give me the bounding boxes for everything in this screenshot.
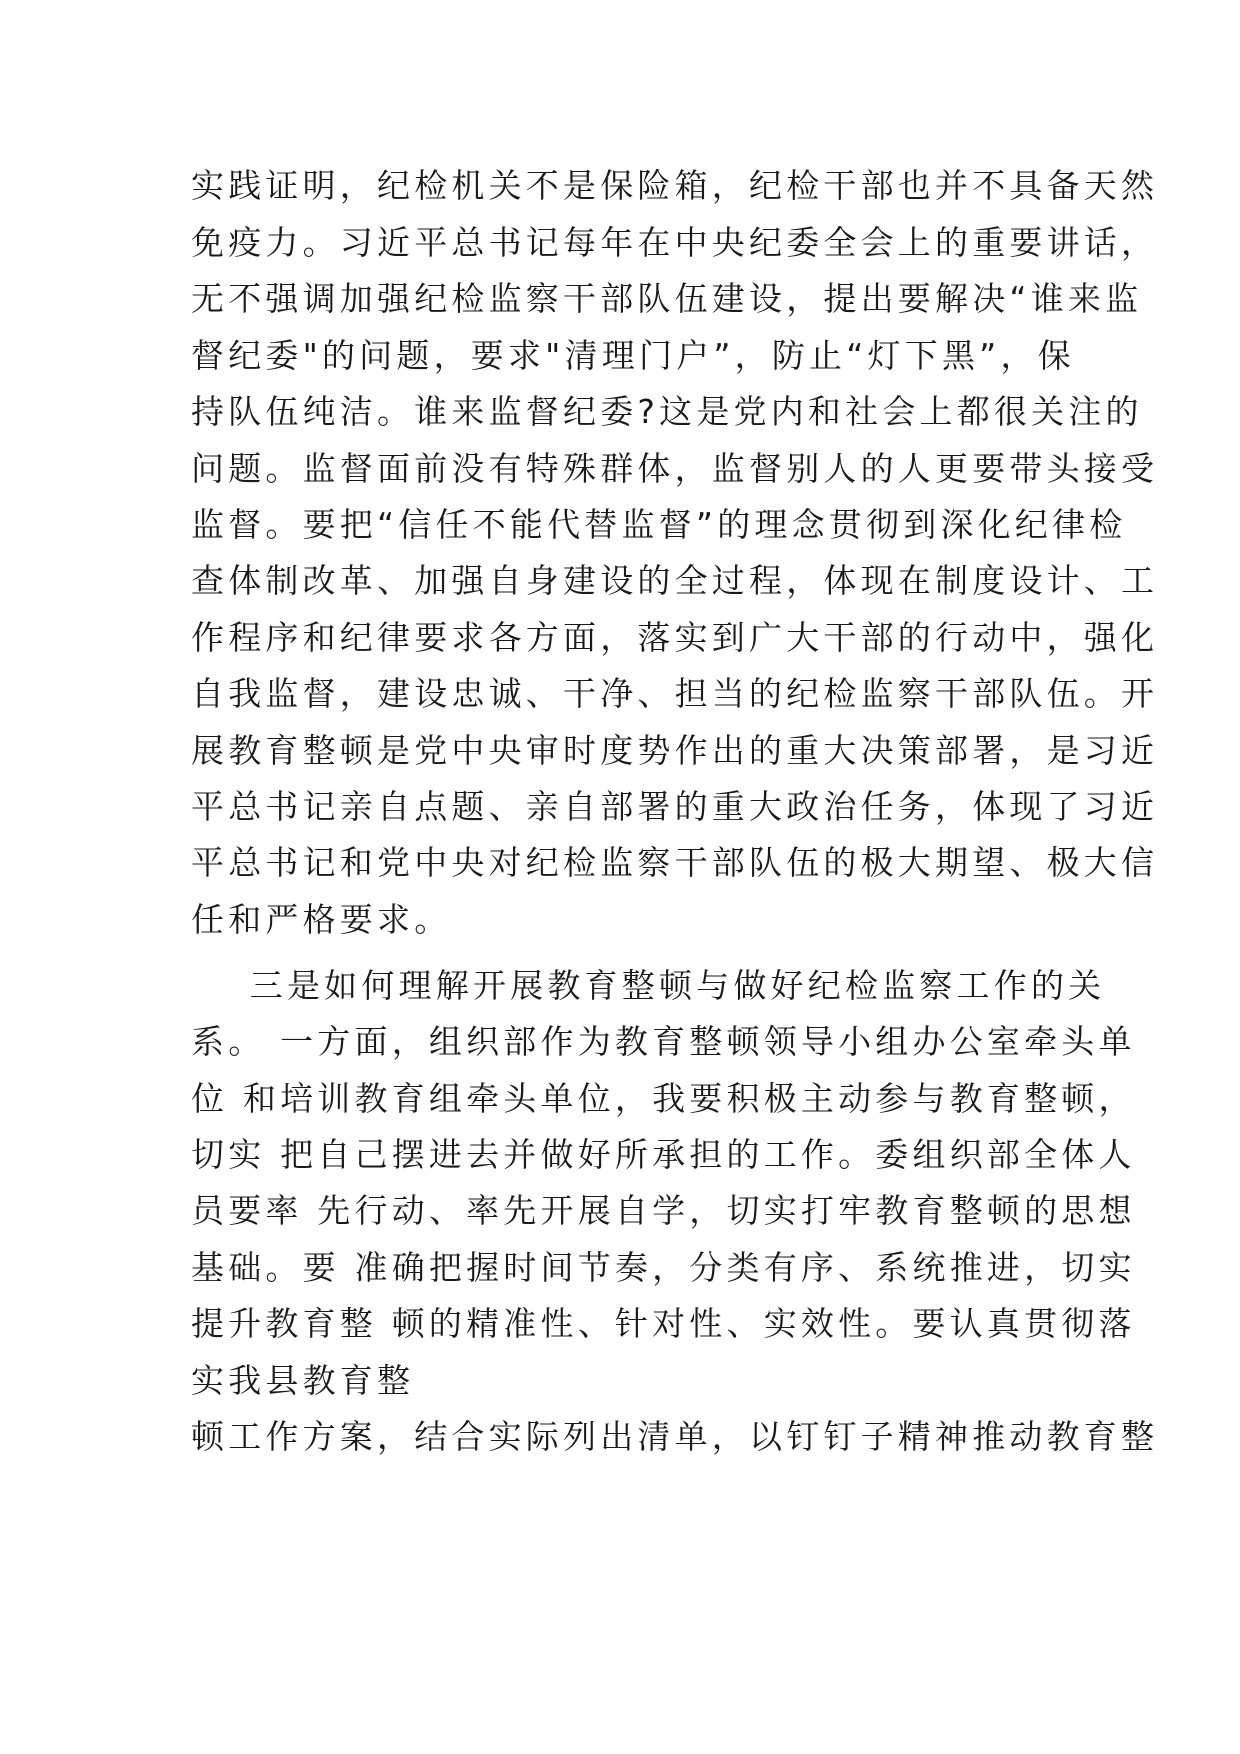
text-line: 实我县教育整 [191, 1361, 415, 1400]
text-line: 实践证明，纪检机关不是保险箱，纪检干部也并不具备天然 [191, 166, 1159, 205]
text-line: 位 和培训教育组牵头单位，我要积极主动参与教育整顿， [191, 1079, 1136, 1118]
text-line: 作程序和纪律要求各方面，落实到广大干部的行动中，强化 [191, 618, 1159, 657]
text-line: 持队伍纯洁。谁来监督纪委?这是党内和社会上都很关注的 [191, 392, 1143, 431]
text-line: 基础。要 准确把握时间节奏，分类有序、系统推进，切实 [191, 1248, 1136, 1287]
text-line: 任和严格要求。 [191, 900, 452, 939]
text-line: 无不强调加强纪检监察干部队伍建设，提出要解决“谁来监 [191, 279, 1143, 318]
text-line: 员要率 先行动、率先开展自学，切实打牢教育整顿的思想 [191, 1191, 1136, 1230]
text-line: 问题。监督面前没有特殊群体，监督别人的人更要带头接受 [191, 449, 1159, 488]
text-line: 系。 一方面，组织部作为教育整顿领导小组办公室牵头单 [191, 1022, 1136, 1061]
text-line: 监督。要把“信任不能代替监督”的理念贯彻到深化纪律检 [191, 505, 1127, 544]
text-line: 平总书记和党中央对纪检监察干部队伍的极大期望、极大信 [191, 843, 1159, 882]
text-line: 顿工作方案，结合实际列出清单，以钉钉子精神推动教育整 [191, 1417, 1159, 1456]
text-line: 查体制改革、加强自身建设的全过程，体现在制度设计、工 [191, 561, 1159, 600]
text-line: 三是如何理解开展教育整顿与做好纪检监察工作的关 [191, 966, 1106, 1005]
text-line: 平总书记亲自点题、亲自部署的重大政治任务，体现了习近 [191, 787, 1159, 826]
text-line: 提升教育整 顿的精准性、针对性、实效性。要认真贯彻落 [191, 1304, 1136, 1343]
text-line: 督纪委"的问题，要求"清理门户”，防止“灯下黑”，保 [191, 336, 1075, 375]
text-line: 切实 把自己摆进去并做好所承担的工作。委组织部全体人 [191, 1135, 1136, 1174]
text-line: 展教育整顿是党中央审时度势作出的重大决策部署，是习近 [191, 731, 1159, 770]
text-line: 自我监督，建设忠诚、干净、担当的纪检监察干部队伍。开 [191, 674, 1159, 713]
text-line: 免疫力。习近平总书记每年在中央纪委全会上的重要讲话， [191, 223, 1159, 262]
